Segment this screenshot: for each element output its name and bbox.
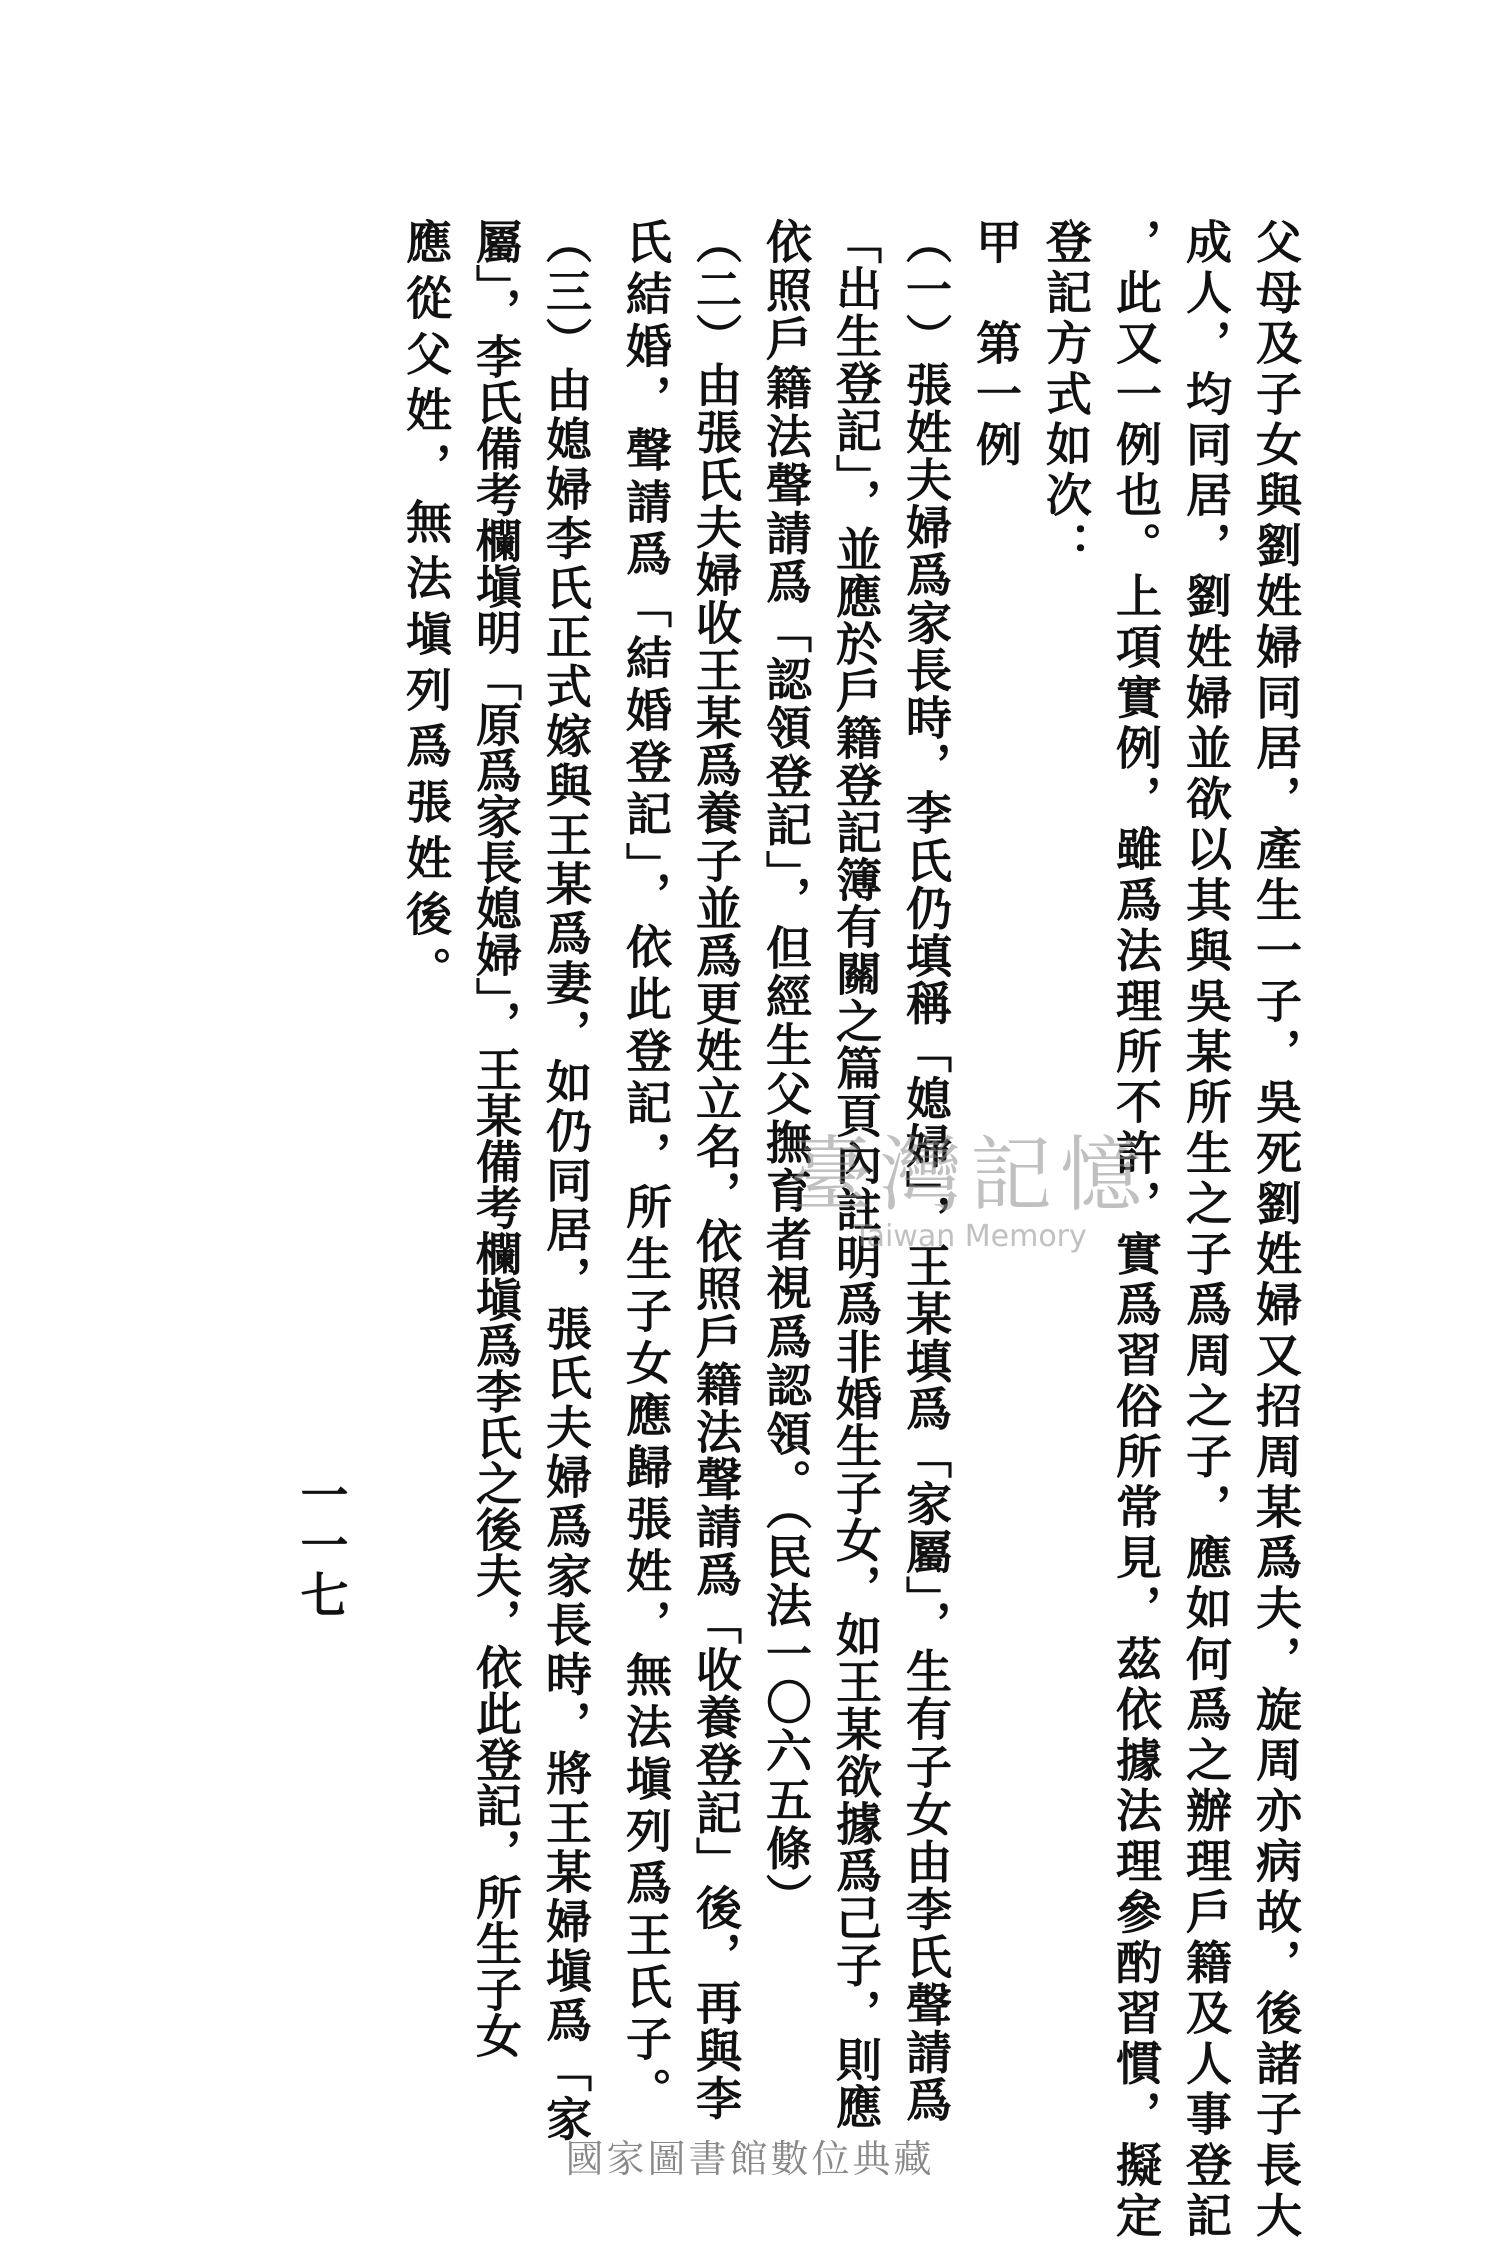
text-column-2: 成人，均同居，劉姓婦並欲以其與吳某所生之子爲周之子，應如何爲之辦理戶籍及人事登記 [1179,218,1233,2242]
page-number: 一一七 [292,1470,348,1620]
footer-caption: 國家圖書館數位典藏 [565,2137,935,2181]
text-column-7: 「出生登記」，並應於戶籍登記簿有關之篇頁內註明爲非婚生子女，如王某欲據爲己子，則應 [829,218,883,2131]
text-column-11: （三）由媳婦李氏正式嫁與王某爲妻，如仍同居，張氏夫婦爲家長時，將王某婦塡爲「家 [539,218,593,2145]
watermark-chinese: 臺灣記憶 [789,1128,1150,1223]
text-column-4: 登記方式如次： [1039,218,1093,573]
text-column-12: 屬」，李氏備考欄塡明「原爲家長媳婦」，王某備考欄塡爲李氏之後夫，依此登記，所生子女 [469,218,523,2058]
text-column-9: （二）由張氏夫婦收王某爲養子並爲更姓立名，依照戶籍法聲請爲「收養登記」後，再與李 [689,218,743,2122]
text-column-6: （一）張姓夫婦爲家長時，李氏仍填稱「媳婦」，王某填爲「家屬」，生有子女由李氏聲請爲 [899,218,953,2124]
text-column-8: 依照戶籍法聲請爲「認領登記」，但經生父撫育者視爲認領。（民法一〇六五條） [759,218,813,1922]
text-column-1: 父母及子女與劉姓婦同居，產生一子，吳死劉姓婦又招周某爲夫，旋周亦病故，後諸子長大 [1249,218,1303,2242]
text-column-13: 應從父姓，無法塡列爲張姓後。 [399,218,453,1002]
section-heading: 甲 第一例 [969,218,1023,471]
text-column-3: ，此又一例也。上項實例，雖爲法理所不許，實爲習俗所常見，茲依據法理參酌習慣，擬定 [1109,218,1163,2242]
watermark-logo [770,1110,1170,1254]
watermark-english: Taiwan Memory [853,1219,1087,1254]
text-column-10: 氏結婚，聲請爲「結婚登記」，依此登記，所生子女應歸張姓，無法塡列爲王氏子。 [619,218,673,2119]
